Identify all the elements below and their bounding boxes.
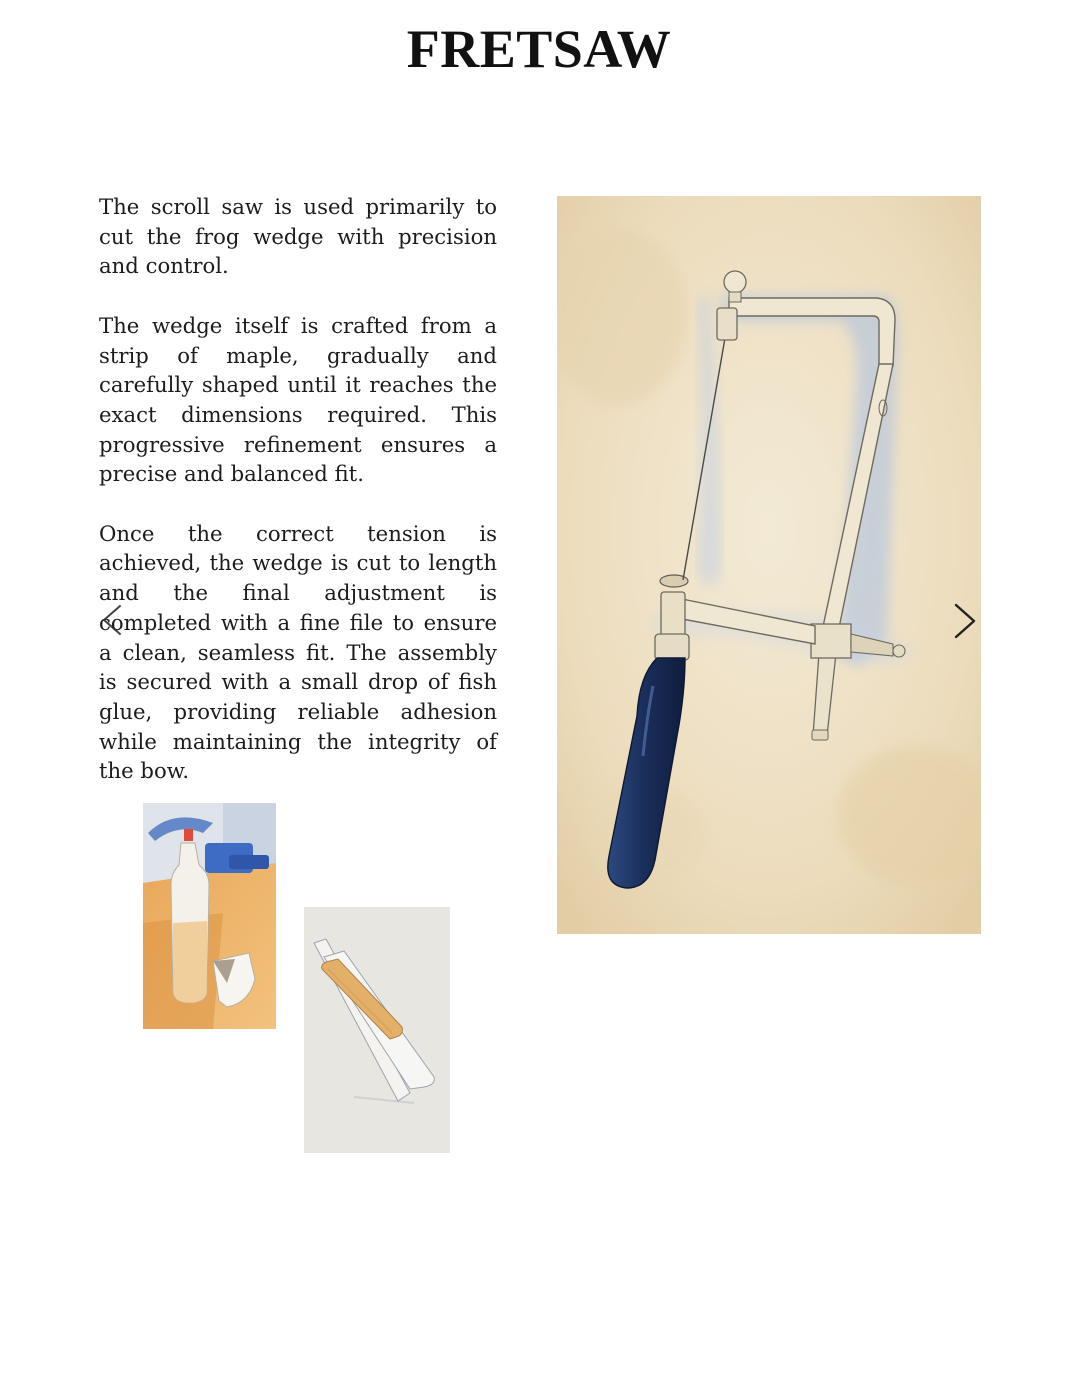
chevron-left-icon	[98, 598, 128, 642]
paragraph-1: The scroll saw is used primarily to cut the frog wedge with precision and control.	[99, 194, 497, 279]
page-title: FRETSAW	[406, 19, 672, 79]
next-page-button[interactable]	[950, 599, 980, 643]
fretsaw-illustration	[557, 196, 981, 934]
maple-wedge-drawing	[304, 907, 450, 1153]
glue-bottle-drawing	[143, 803, 276, 1029]
body-text	[99, 192, 497, 816]
chevron-right-icon	[950, 599, 980, 643]
previous-page-button[interactable]	[98, 598, 128, 642]
glue-bottle-illustration	[143, 803, 276, 1029]
paragraph-2: The wedge itself is crafted from a strip of maple, gradually and carefully shaped until it reaches the exact dimensions required. This progressive refinement ensures a precise and balanced fit.	[99, 312, 497, 487]
paragraph-3: Once the correct tension is achieved, the wedge is cut to length and the final adjustment is completed with a fine file to ensure a clean, seamless fit. The assembly is secured with a small drop of fish glue, providing reliable adhesion while maintaining the integrity of the bow.	[99, 520, 497, 784]
maple-wedge-illustration	[304, 907, 450, 1153]
fretsaw-drawing	[557, 196, 981, 934]
